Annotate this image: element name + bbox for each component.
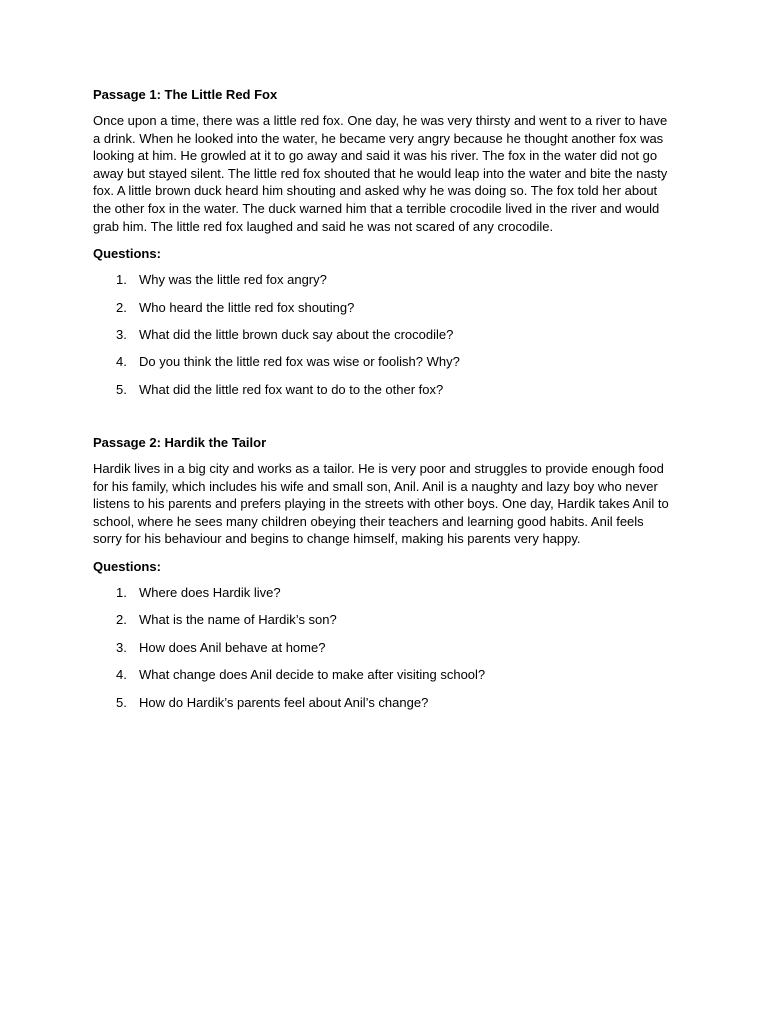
- question-item: [93, 326, 675, 353]
- question-item: [93, 353, 675, 380]
- question-text: Where does Hardik live?: [139, 585, 281, 601]
- section-spacer: [93, 408, 675, 434]
- question-text: What did the little brown duck say about the crocodile?: [139, 326, 454, 342]
- question-item: [93, 584, 675, 611]
- question-text: How do Hardik’s parents feel about Anil’s change?: [139, 694, 429, 710]
- question-number: 3.: [116, 326, 127, 342]
- question-item: [93, 639, 675, 666]
- question-number: 4.: [116, 354, 127, 370]
- question-number: 1.: [116, 585, 127, 601]
- question-text: Do you think the little red fox was wise or foolish? Why?: [139, 354, 460, 370]
- question-item: [93, 381, 675, 408]
- question-number: 5.: [116, 694, 127, 710]
- question-text: Who heard the little red fox shouting?: [139, 299, 355, 315]
- passage-2-questions-heading: Questions:: [93, 559, 161, 575]
- question-item: [93, 271, 675, 298]
- question-number: 4.: [116, 667, 127, 683]
- passage-1-question-list: [93, 271, 675, 408]
- question-text: Why was the little red fox angry?: [139, 272, 327, 288]
- question-item: [93, 299, 675, 326]
- question-text: What change does Anil decide to make after visiting school?: [139, 667, 486, 683]
- question-text: What is the name of Hardik’s son?: [139, 612, 337, 628]
- question-text: How does Anil behave at home?: [139, 639, 326, 655]
- question-text: What did the little red fox want to do to the other fox?: [139, 381, 444, 397]
- passage-2-body: Hardik lives in a big city and works as a tailor. He is very poor and struggles to provide enough food for his family, which includes his wife and small son, Anil. Anil is a naughty and lazy boy who never listens to his parents and prefers playing in the streets with other boys. One day, Hardik takes Anil to school, where he sees many children obeying their teachers and learning good habits. Anil feels sorry for his behaviour and begins to change himself, making his parents very happy.: [93, 461, 669, 547]
- passage-1-questions-heading: Questions:: [93, 246, 161, 262]
- question-number: 2.: [116, 299, 127, 315]
- question-number: 2.: [116, 612, 127, 628]
- passage-1-body: Once upon a time, there was a little red fox. One day, he was very thirsty and went to a river to have a drink. When he looked into the water, he became very angry because he thought another fox was looking at him. He growled at it to go away and said it was his river. The fox in the water did not go away but stayed silent. The little red fox shouted that he would leap into the water and bite the nasty fox. A little brown duck heard him shouting and asked why he was doing so. The fox told her about the other fox in the water. The duck warned him that a terrible crocodile lived in the river and would grab him. The little red fox laughed and said he was not scared of any crocodile.: [93, 113, 668, 234]
- question-item: [93, 694, 675, 721]
- passage-2-question-list: [93, 584, 675, 721]
- passage-2-title: Passage 2: Hardik the Tailor: [93, 435, 267, 451]
- passage-1: [93, 86, 675, 408]
- question-number: 3.: [116, 639, 127, 655]
- question-number: 5.: [116, 381, 127, 397]
- question-item: [93, 666, 675, 693]
- question-number: 1.: [116, 272, 127, 288]
- passage-1-title: Passage 1: The Little Red Fox: [93, 87, 278, 102]
- passage-2: [93, 434, 675, 721]
- question-item: [93, 611, 675, 638]
